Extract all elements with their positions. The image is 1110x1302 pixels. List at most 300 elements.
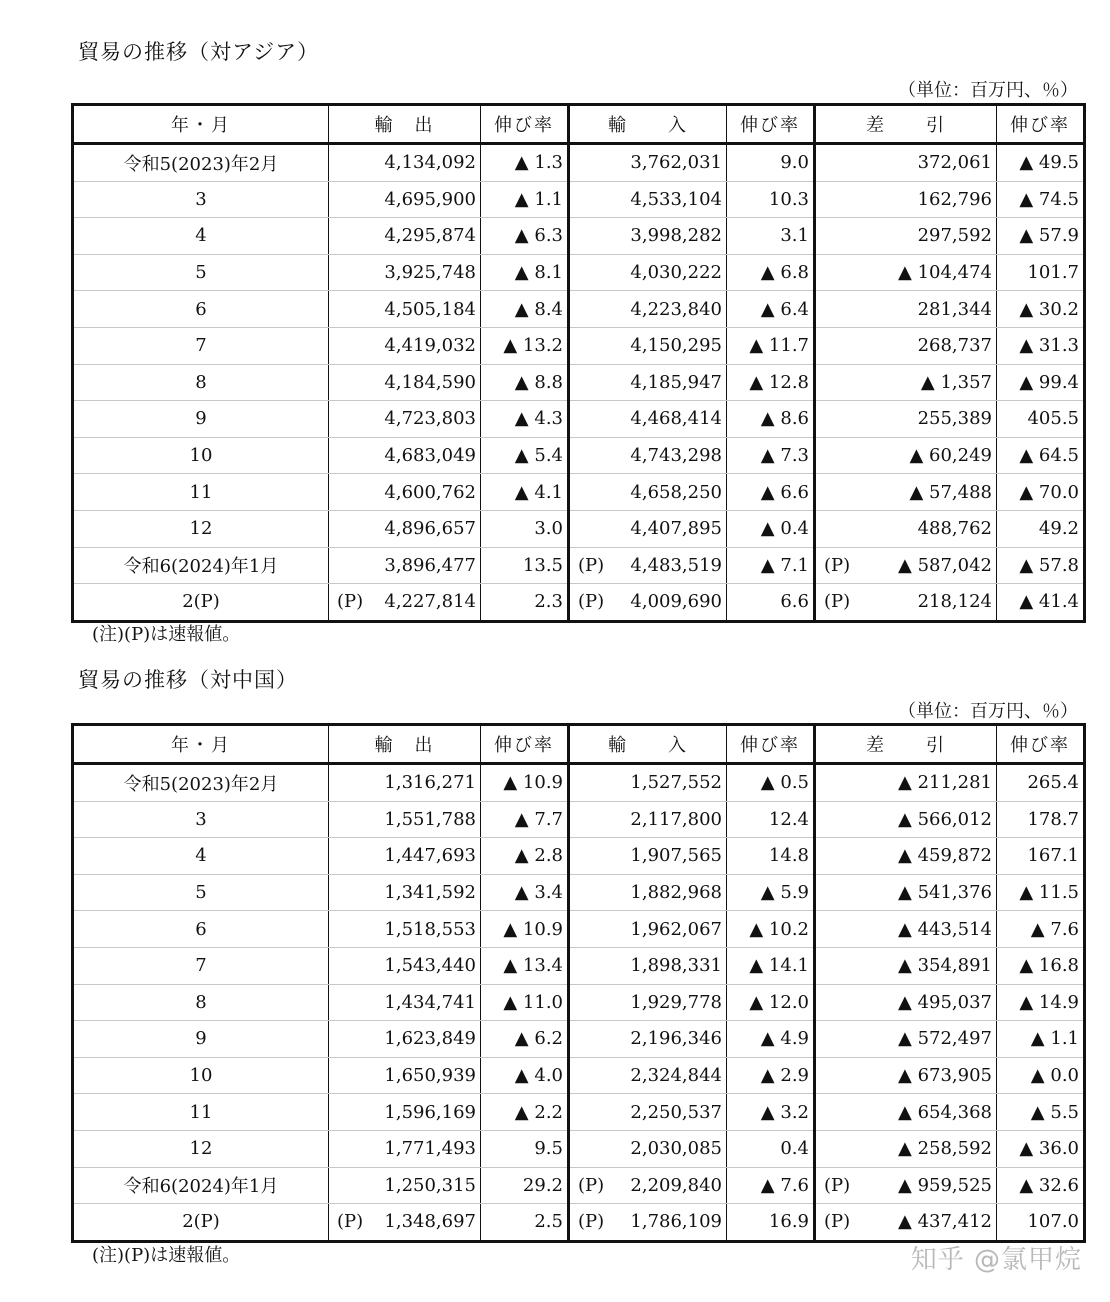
- cell-export-value: 1,341,592: [384, 882, 476, 904]
- cell-export-value: 1,348,697: [384, 1211, 476, 1233]
- cell-import-growth: [727, 1130, 815, 1167]
- header-export: 輸 出: [329, 105, 481, 144]
- cell-export: [329, 584, 481, 622]
- cell-month: [73, 1021, 329, 1058]
- cell-month-value: 5: [195, 262, 207, 284]
- cell-export-growth-value: ▲ 6.3: [514, 225, 563, 247]
- cell-month: [73, 547, 329, 584]
- cell-balance-value: ▲ 566,012: [898, 808, 992, 830]
- cell-month-value: 9: [195, 408, 207, 430]
- header-month: 年・月: [73, 725, 329, 764]
- cell-import-value: 1,527,552: [630, 772, 722, 794]
- cell-import-growth: [727, 911, 815, 948]
- cell-export-growth-value: 3.0: [534, 518, 563, 540]
- cell-import-growth: [727, 764, 815, 802]
- cell-export-growth: [481, 984, 569, 1021]
- cell-balance: [815, 874, 997, 911]
- cell-import-growth-value: ▲ 11.7: [749, 335, 809, 357]
- cell-export-growth: [481, 838, 569, 875]
- cell-import-growth-value: ▲ 2.9: [760, 1065, 809, 1087]
- cell-balance-value: 488,762: [917, 518, 992, 540]
- cell-month: [73, 181, 329, 218]
- cell-balance: [815, 1130, 997, 1167]
- cell-import-value: 4,468,414: [630, 408, 722, 430]
- cell-balance-growth-value: 107.0: [1027, 1211, 1079, 1233]
- header-row: [73, 725, 1085, 764]
- cell-month-value: 4: [195, 845, 207, 867]
- cell-export-value: 1,434,741: [384, 991, 476, 1013]
- cell-import-value: 2,209,840: [630, 1174, 722, 1196]
- cell-import-value: 3,762,031: [630, 152, 722, 174]
- cell-month: [73, 291, 329, 328]
- cell-balance: [815, 1021, 997, 1058]
- cell-month: [73, 1130, 329, 1167]
- cell-balance-value: 372,061: [917, 152, 992, 174]
- cell-month: [73, 327, 329, 364]
- cell-import-growth-value: ▲ 4.9: [760, 1028, 809, 1050]
- cell-balance-growth: [997, 218, 1085, 255]
- cell-month: [73, 838, 329, 875]
- cell-export-growth-value: ▲ 4.3: [514, 408, 563, 430]
- cell-export-growth-value: ▲ 1.1: [514, 188, 563, 210]
- cell-import: [569, 1204, 727, 1242]
- cell-export-growth: [481, 1057, 569, 1094]
- header-export-growth: 伸び率: [481, 725, 569, 764]
- preliminary-mark: (P): [824, 554, 851, 576]
- cell-import-growth-value: 0.4: [780, 1138, 809, 1160]
- cell-export-value: 1,447,693: [384, 845, 476, 867]
- cell-month: [73, 364, 329, 401]
- cell-month-value: 10: [189, 445, 213, 467]
- cell-export: [329, 218, 481, 255]
- cell-export-growth-value: ▲ 10.9: [503, 918, 563, 940]
- cell-import-growth: [727, 584, 815, 622]
- cell-export-value: 3,925,748: [384, 262, 476, 284]
- cell-export-value: 1,316,271: [384, 772, 476, 794]
- cell-balance-growth-value: ▲ 30.2: [1019, 298, 1079, 320]
- cell-import: [569, 218, 727, 255]
- cell-balance-growth-value: ▲ 36.0: [1019, 1138, 1079, 1160]
- cell-export-growth: [481, 364, 569, 401]
- cell-export-growth-value: ▲ 1.3: [514, 152, 563, 174]
- cell-export-growth-value: ▲ 8.1: [514, 262, 563, 284]
- cell-export: [329, 254, 481, 291]
- cell-import-growth-value: ▲ 7.6: [760, 1174, 809, 1196]
- cell-export-value: 4,600,762: [384, 481, 476, 503]
- cell-balance-growth-value: ▲ 57.9: [1019, 225, 1079, 247]
- cell-export: [329, 874, 481, 911]
- cell-import: [569, 984, 727, 1021]
- cell-export-growth: [481, 947, 569, 984]
- cell-balance-growth-value: ▲ 49.5: [1019, 152, 1079, 174]
- preliminary-mark: (P): [337, 591, 364, 613]
- cell-import-growth-value: ▲ 6.6: [760, 481, 809, 503]
- cell-month-value: 9: [195, 1028, 207, 1050]
- cell-export-growth: [481, 911, 569, 948]
- cell-balance-growth: [997, 1057, 1085, 1094]
- cell-import: [569, 510, 727, 547]
- cell-import-growth: [727, 1057, 815, 1094]
- cell-export: [329, 838, 481, 875]
- cell-month-value: 11: [189, 481, 213, 503]
- cell-balance-value: ▲ 443,514: [898, 918, 992, 940]
- cell-import: [569, 1021, 727, 1058]
- cell-month-value: 令和6(2024)年1月: [123, 1176, 279, 1198]
- cell-import-growth-value: 9.0: [780, 152, 809, 174]
- cell-balance-growth-value: 178.7: [1027, 808, 1079, 830]
- cell-balance-growth-value: ▲ 64.5: [1019, 445, 1079, 467]
- cell-export-growth: [481, 1204, 569, 1242]
- cell-import-value: 1,907,565: [630, 845, 722, 867]
- cell-import-value: 4,223,840: [630, 298, 722, 320]
- cell-balance-growth-value: ▲ 7.6: [1030, 918, 1079, 940]
- cell-export-growth: [481, 218, 569, 255]
- cell-balance: [815, 584, 997, 622]
- cell-balance: [815, 291, 997, 328]
- cell-export-growth-value: ▲ 5.4: [514, 445, 563, 467]
- table-row: [73, 547, 1085, 584]
- cell-import-growth-value: 14.8: [768, 845, 809, 867]
- cell-import-value: 2,117,800: [630, 808, 722, 830]
- cell-import-growth: [727, 291, 815, 328]
- cell-import-growth: [727, 474, 815, 511]
- cell-balance-growth-value: ▲ 14.9: [1019, 991, 1079, 1013]
- table-row: [73, 437, 1085, 474]
- cell-balance-growth-value: ▲ 32.6: [1019, 1174, 1079, 1196]
- asia-table-body: [73, 144, 1085, 622]
- cell-balance: [815, 437, 997, 474]
- cell-balance-value: 218,124: [917, 591, 992, 613]
- table-row: [73, 874, 1085, 911]
- cell-import: [569, 947, 727, 984]
- watermark-text: 知乎 @氯甲烷: [910, 1245, 1082, 1275]
- cell-export-growth-value: ▲ 8.4: [514, 298, 563, 320]
- cell-month: [73, 764, 329, 802]
- cell-balance: [815, 254, 997, 291]
- cell-export: [329, 401, 481, 438]
- cell-export-value: 1,250,315: [384, 1174, 476, 1196]
- cell-month-value: 3: [195, 188, 207, 210]
- cell-month-value: 令和5(2023)年2月: [123, 153, 279, 175]
- cell-import-growth: [727, 144, 815, 182]
- cell-balance-growth-value: 101.7: [1027, 262, 1079, 284]
- cell-import-growth: [727, 401, 815, 438]
- cell-balance-growth: [997, 1094, 1085, 1131]
- cell-import-growth-value: ▲ 7.1: [760, 554, 809, 576]
- cell-import-growth-value: ▲ 7.3: [760, 445, 809, 467]
- cell-export-growth: [481, 874, 569, 911]
- header-export-growth: 伸び率: [481, 105, 569, 144]
- cell-import-growth-value: ▲ 10.2: [749, 918, 809, 940]
- preliminary-mark: (P): [578, 1211, 605, 1233]
- cell-export-growth: [481, 1130, 569, 1167]
- cell-export-growth-value: ▲ 13.2: [503, 335, 563, 357]
- cell-export-growth-value: 2.5: [534, 1211, 563, 1233]
- cell-export: [329, 911, 481, 948]
- cell-export: [329, 801, 481, 838]
- cell-export-value: 4,505,184: [384, 298, 476, 320]
- cell-import-growth-value: ▲ 0.4: [760, 518, 809, 540]
- header-export: 輸 出: [329, 725, 481, 764]
- cell-balance-value: ▲ 57,488: [909, 481, 992, 503]
- cell-export-growth: [481, 474, 569, 511]
- cell-import-growth-value: ▲ 8.6: [760, 408, 809, 430]
- cell-export-growth-value: ▲ 10.9: [503, 772, 563, 794]
- cell-export: [329, 474, 481, 511]
- cell-import-growth: [727, 218, 815, 255]
- cell-balance: [815, 1057, 997, 1094]
- cell-import-growth-value: 6.6: [780, 591, 809, 613]
- cell-month: [73, 401, 329, 438]
- cell-import-growth: [727, 1167, 815, 1204]
- cell-import-growth-value: ▲ 12.8: [749, 371, 809, 393]
- cell-import-growth: [727, 437, 815, 474]
- cell-export: [329, 144, 481, 182]
- cell-import: [569, 474, 727, 511]
- cell-balance: [815, 474, 997, 511]
- china-title: 貿易の推移（対中国）: [78, 668, 298, 692]
- cell-export-growth: [481, 764, 569, 802]
- cell-month-value: 7: [195, 335, 207, 357]
- cell-balance-growth-value: ▲ 99.4: [1019, 371, 1079, 393]
- cell-import: [569, 1167, 727, 1204]
- cell-export-value: 4,683,049: [384, 445, 476, 467]
- cell-import: [569, 801, 727, 838]
- cell-export-value: 4,184,590: [384, 371, 476, 393]
- cell-month: [73, 584, 329, 622]
- header-import: 輸 入: [569, 725, 727, 764]
- cell-export-growth-value: ▲ 7.7: [514, 808, 563, 830]
- cell-export-value: 1,771,493: [384, 1138, 476, 1160]
- cell-import-growth: [727, 1021, 815, 1058]
- cell-month-value: 8: [195, 991, 207, 1013]
- cell-export-growth-value: ▲ 4.0: [514, 1065, 563, 1087]
- cell-balance-value: ▲ 959,525: [898, 1174, 992, 1196]
- cell-import-growth: [727, 547, 815, 584]
- cell-balance: [815, 1204, 997, 1242]
- cell-balance-value: 162,796: [917, 188, 992, 210]
- cell-import-growth-value: 12.4: [768, 808, 809, 830]
- table-row: [73, 1057, 1085, 1094]
- table-row: [73, 1094, 1085, 1131]
- cell-month-value: 10: [189, 1065, 213, 1087]
- table-row: [73, 801, 1085, 838]
- cell-balance-growth-value: 265.4: [1027, 772, 1079, 794]
- cell-export-value: 1,551,788: [384, 808, 476, 830]
- table-row: [73, 838, 1085, 875]
- cell-import-growth-value: 3.1: [780, 225, 809, 247]
- cell-balance-growth: [997, 144, 1085, 182]
- cell-import: [569, 437, 727, 474]
- cell-import: [569, 1057, 727, 1094]
- cell-balance-growth-value: 49.2: [1038, 518, 1079, 540]
- cell-month-value: 7: [195, 955, 207, 977]
- cell-export-growth: [481, 1094, 569, 1131]
- cell-export-growth: [481, 584, 569, 622]
- cell-month: [73, 984, 329, 1021]
- cell-import-growth: [727, 1204, 815, 1242]
- table-row: [73, 764, 1085, 802]
- cell-balance: [815, 401, 997, 438]
- cell-balance-growth: [997, 510, 1085, 547]
- asia-trade-table: [71, 103, 1086, 623]
- cell-import-value: 2,250,537: [630, 1101, 722, 1123]
- cell-balance-value: ▲ 60,249: [909, 445, 992, 467]
- cell-balance-growth: [997, 874, 1085, 911]
- cell-import-growth: [727, 984, 815, 1021]
- cell-balance-value: ▲ 587,042: [898, 554, 992, 576]
- cell-import: [569, 1094, 727, 1131]
- cell-import-value: 4,030,222: [630, 262, 722, 284]
- cell-export-value: 3,896,477: [384, 554, 476, 576]
- cell-import: [569, 547, 727, 584]
- cell-import-value: 1,898,331: [630, 955, 722, 977]
- cell-export-value: 1,543,440: [384, 955, 476, 977]
- cell-balance-growth: [997, 584, 1085, 622]
- cell-import-growth-value: ▲ 3.2: [760, 1101, 809, 1123]
- cell-import-value: 1,882,968: [630, 882, 722, 904]
- cell-import-growth: [727, 874, 815, 911]
- cell-month: [73, 947, 329, 984]
- table-row: [73, 291, 1085, 328]
- cell-export-growth: [481, 437, 569, 474]
- table-row: [73, 327, 1085, 364]
- cell-export-growth: [481, 327, 569, 364]
- cell-balance: [815, 181, 997, 218]
- cell-export-value: 4,134,092: [384, 152, 476, 174]
- cell-export: [329, 1167, 481, 1204]
- cell-export-growth-value: 9.5: [534, 1138, 563, 1160]
- cell-balance: [815, 1094, 997, 1131]
- cell-export: [329, 947, 481, 984]
- cell-export: [329, 327, 481, 364]
- cell-import: [569, 584, 727, 622]
- cell-import-value: 4,407,895: [630, 518, 722, 540]
- cell-balance: [815, 947, 997, 984]
- cell-balance-value: ▲ 654,368: [898, 1101, 992, 1123]
- table-row: [73, 401, 1085, 438]
- cell-import-growth-value: ▲ 6.4: [760, 298, 809, 320]
- cell-import-value: 2,196,346: [630, 1028, 722, 1050]
- cell-balance-growth-value: ▲ 70.0: [1019, 481, 1079, 503]
- cell-import-growth-value: ▲ 0.5: [760, 772, 809, 794]
- table-row: [73, 1130, 1085, 1167]
- cell-month: [73, 1057, 329, 1094]
- cell-import-value: 2,324,844: [630, 1065, 722, 1087]
- cell-export-growth-value: ▲ 4.1: [514, 481, 563, 503]
- cell-balance-value: ▲ 1,357: [920, 371, 992, 393]
- cell-export: [329, 291, 481, 328]
- cell-balance-value: 281,344: [917, 298, 992, 320]
- cell-export: [329, 1204, 481, 1242]
- preliminary-mark: (P): [337, 1211, 364, 1233]
- cell-import: [569, 364, 727, 401]
- cell-month-value: 3: [195, 808, 207, 830]
- cell-balance-growth-value: ▲ 0.0: [1030, 1065, 1079, 1087]
- cell-import-growth-value: 10.3: [768, 188, 809, 210]
- cell-balance-value: ▲ 572,497: [898, 1028, 992, 1050]
- cell-export-value: 4,723,803: [384, 408, 476, 430]
- cell-export-growth: [481, 181, 569, 218]
- cell-balance: [815, 144, 997, 182]
- cell-month: [73, 218, 329, 255]
- cell-balance-growth: [997, 1021, 1085, 1058]
- cell-import-value: 4,150,295: [630, 335, 722, 357]
- cell-import: [569, 401, 727, 438]
- asia-note: (注)(P)は速報値。: [92, 624, 241, 645]
- cell-export-value: 4,227,814: [384, 591, 476, 613]
- cell-month: [73, 437, 329, 474]
- preliminary-mark: (P): [824, 1174, 851, 1196]
- table-row: [73, 584, 1085, 622]
- cell-import-value: 4,743,298: [630, 445, 722, 467]
- cell-month-value: 12: [189, 1138, 213, 1160]
- cell-import: [569, 1130, 727, 1167]
- cell-export: [329, 181, 481, 218]
- cell-import-growth: [727, 181, 815, 218]
- cell-import-growth-value: ▲ 5.9: [760, 882, 809, 904]
- cell-month-value: 2(P): [182, 591, 220, 613]
- cell-import: [569, 291, 727, 328]
- cell-export-value: 1,650,939: [384, 1065, 476, 1087]
- cell-balance-value: ▲ 459,872: [898, 845, 992, 867]
- china-unit-label: （単位：百万円、％）: [898, 701, 1078, 722]
- cell-export-growth-value: ▲ 6.2: [514, 1028, 563, 1050]
- cell-export-value: 1,596,169: [384, 1101, 476, 1123]
- cell-import: [569, 764, 727, 802]
- table-row: [73, 144, 1085, 182]
- cell-import-value: 2,030,085: [630, 1138, 722, 1160]
- cell-export: [329, 1057, 481, 1094]
- cell-balance-growth-value: ▲ 41.4: [1019, 591, 1079, 613]
- cell-balance-value: ▲ 354,891: [898, 955, 992, 977]
- cell-balance: [815, 547, 997, 584]
- cell-export: [329, 510, 481, 547]
- cell-import-growth-value: ▲ 12.0: [749, 991, 809, 1013]
- header-import: 輸 入: [569, 105, 727, 144]
- table-row: [73, 474, 1085, 511]
- cell-month: [73, 1204, 329, 1242]
- cell-balance-growth: [997, 474, 1085, 511]
- cell-import: [569, 327, 727, 364]
- cell-month: [73, 911, 329, 948]
- header-import-growth: 伸び率: [727, 725, 815, 764]
- cell-month-value: 12: [189, 518, 213, 540]
- cell-import-growth: [727, 947, 815, 984]
- cell-export-growth-value: 13.5: [522, 554, 563, 576]
- cell-export-value: 4,695,900: [384, 188, 476, 210]
- cell-export-growth-value: 2.3: [534, 591, 563, 613]
- header-import-growth: 伸び率: [727, 105, 815, 144]
- cell-balance-growth-value: ▲ 11.5: [1019, 882, 1079, 904]
- cell-import-growth: [727, 254, 815, 291]
- cell-import-growth: [727, 510, 815, 547]
- table-row: [73, 1167, 1085, 1204]
- cell-balance-growth-value: ▲ 5.5: [1030, 1101, 1079, 1123]
- cell-export-growth-value: ▲ 2.8: [514, 845, 563, 867]
- cell-balance-growth: [997, 364, 1085, 401]
- cell-month: [73, 144, 329, 182]
- cell-month: [73, 474, 329, 511]
- cell-import-growth-value: ▲ 14.1: [749, 955, 809, 977]
- cell-export-growth: [481, 401, 569, 438]
- cell-balance-growth-value: ▲ 31.3: [1019, 335, 1079, 357]
- cell-export-growth-value: ▲ 13.4: [503, 955, 563, 977]
- cell-import-value: 4,483,519: [630, 554, 722, 576]
- cell-balance-growth: [997, 437, 1085, 474]
- cell-import-value: 3,998,282: [630, 225, 722, 247]
- cell-month-value: 令和6(2024)年1月: [123, 556, 279, 578]
